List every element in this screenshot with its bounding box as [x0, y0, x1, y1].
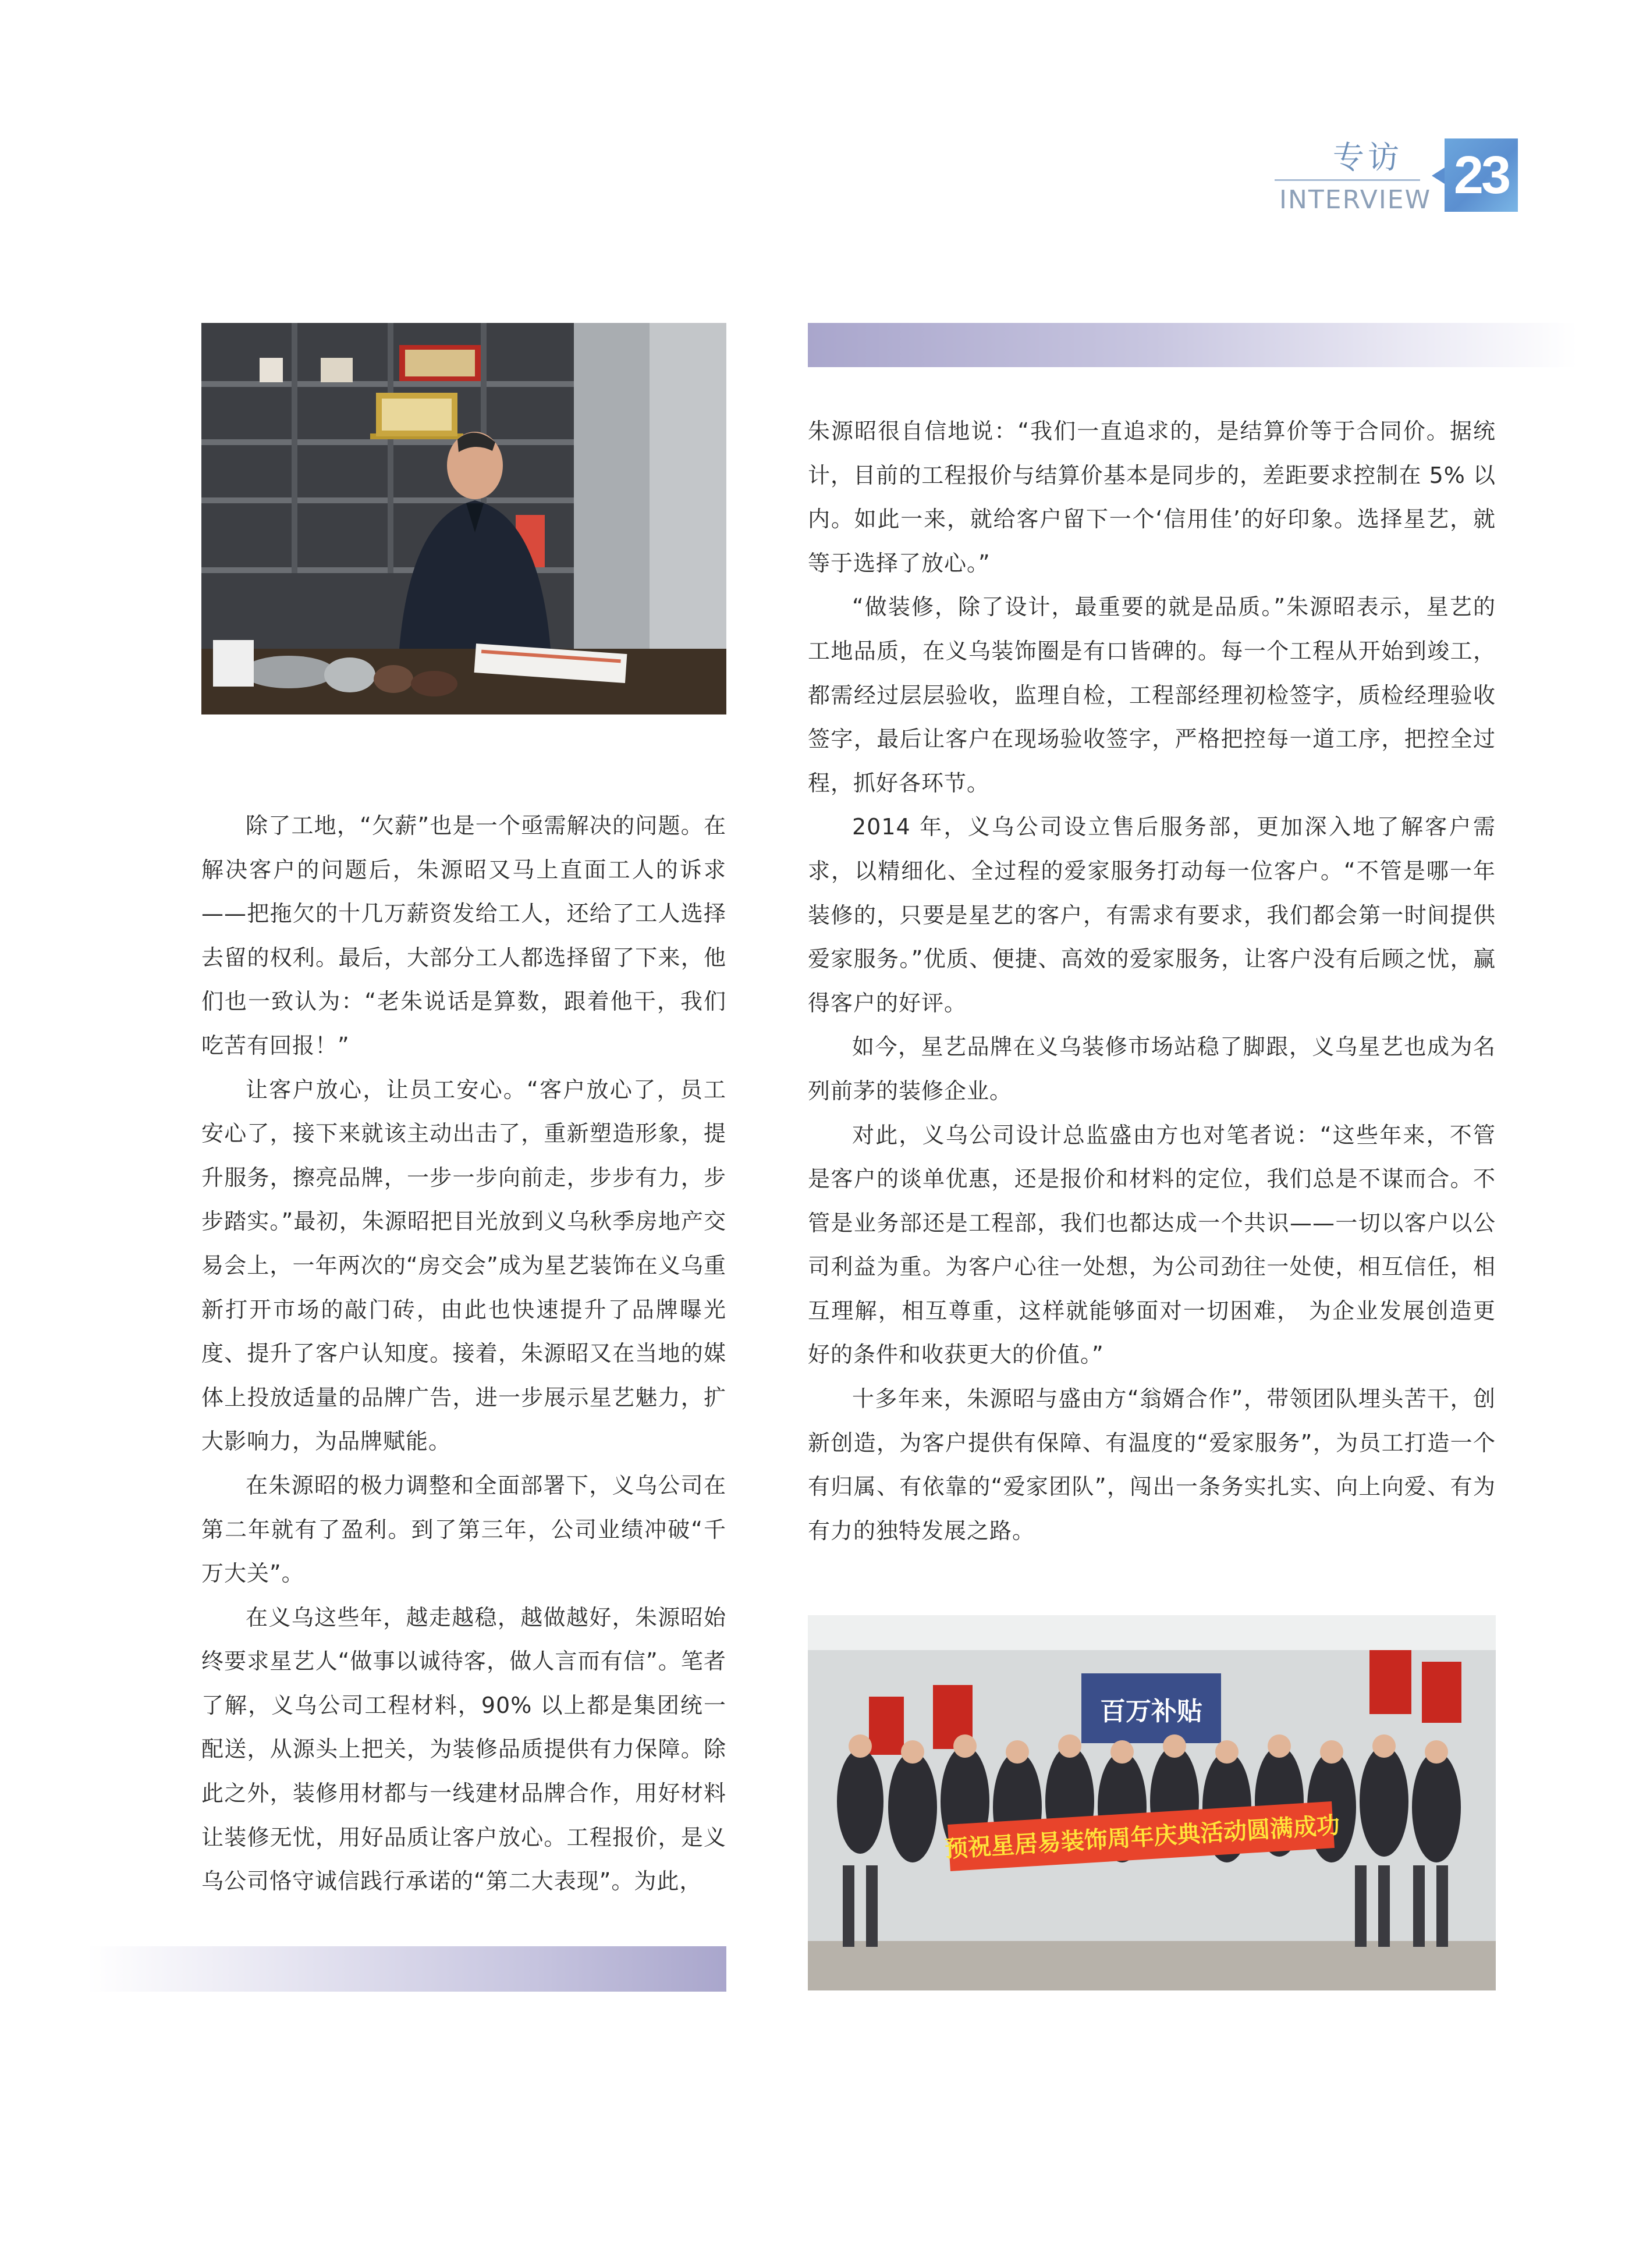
- paragraph: “做装修，除了设计，最重要的就是品质。”朱源昭表示，星艺的工地品质，在义乌装饰圈是有口皆碑的。每一个工程从开始到竣工，都需经过层层验收，监理自检，工程部经理初检签字，质检经理验收签字，最后让客户在现场验收签字，严格把控每一道工序，把控全过程，抓好各环节。: [808, 594, 1496, 796]
- screen-text: 百万补贴: [1100, 1697, 1202, 1726]
- paragraph: 在义乌这些年，越走越稳，越做越好，朱源昭始终要求星艺人“做事以诚待客，做人言而有信”。笔者了解，义乌公司工程材料，90% 以上都是集团统一配送，从源头上把关，为装修品质提供有力保障。除此之外，装修用材都与一线建材品牌合作，用好材料让装修无忧，用好品质让客户放心。工程报价，是义乌公司恪守诚信践行承诺的“第二大表现”。为此，: [201, 1604, 726, 1894]
- bottom-gradient-bar: [87, 1946, 726, 1992]
- section-title-zh: 专访: [1333, 139, 1403, 176]
- header-divider: [1275, 179, 1420, 181]
- page-number-notch: [1432, 168, 1445, 184]
- office-portrait-photo: [201, 323, 726, 714]
- group-celebration-illustration: [808, 1615, 1496, 1990]
- paragraph: 2014 年，义乌公司设立售后服务部，更加深入地了解客户需求，以精细化、全过程的爱家服务打动每一位客户。“不管是哪一年装修的，只要是星艺的客户，有需求有要求，我们都会第一时间提供爱家服务。”优质、便捷、高效的爱家服务，让客户没有后顾之忧，赢得客户的好评。: [808, 814, 1496, 1016]
- office-portrait-illustration: [201, 323, 726, 714]
- banner-text: 预祝星居易装饰周年庆典活动圆满成功: [943, 1812, 1341, 1863]
- paragraph: 除了工地，“欠薪”也是一个亟需解决的问题。在解决客户的问题后，朱源昭又马上直面工人的诉求——把拖欠的十几万薪资发给工人，还给了工人选择去留的权利。最后，大部分工人都选择留了下来，他们也一致认为：“老朱说话是算数，跟着他干，我们吃苦有回报！”: [201, 813, 726, 1058]
- left-article-column: [201, 804, 726, 1904]
- page-number: 23: [1445, 138, 1518, 212]
- group-celebration-photo: [808, 1615, 1496, 1990]
- paragraph: 让客户放心，让员工安心。“客户放心了，员工安心了，接下来就该主动出击了，重新塑造形象，提升服务，擦亮品牌，一步一步向前走，步步有力，步步踏实。”最初，朱源昭把目光放到义乌秋季房地产交易会上，一年两次的“房交会”成为星艺装饰在义乌重新打开市场的敲门砖，由此也快速提升了品牌曝光度、提升了客户认知度。接着，朱源昭又在当地的媒体上投放适量的品牌广告，进一步展示星艺魅力，扩大影响力，为品牌赋能。: [201, 1076, 726, 1455]
- top-gradient-bar: [808, 323, 1577, 367]
- right-article-column: [808, 410, 1496, 1553]
- paragraph: 在朱源昭的极力调整和全面部署下，义乌公司在第二年就有了盈利。到了第三年，公司业绩冲破“千万大关”。: [201, 1472, 726, 1587]
- section-title-en: INTERVIEW: [1279, 185, 1432, 215]
- paragraph: 十多年来，朱源昭与盛由方“翁婿合作”，带领团队埋头苦干，创新创造，为客户提供有保障、有温度的“爱家服务”，为员工打造一个有归属、有依靠的“爱家团队”，闯出一条务实扎实、向上向爱、有为有力的独特发展之路。: [808, 1386, 1496, 1544]
- paragraph: 如今，星艺品牌在义乌装修市场站稳了脚跟，义乌星艺也成为名列前茅的装修企业。: [808, 1034, 1496, 1104]
- paragraph: 对此，义乌公司设计总监盛由方也对笔者说：“这些年来，不管是客户的谈单优惠，还是报价和材料的定位，我们总是不谋而合。不管是业务部还是工程部，我们也都达成一个共识——一切以客户以公司利益为重。为客户心往一处想，为公司劲往一处使，相互信任，相互理解，相互尊重，这样就能够面对一切困难， 为企业发展创造更好的条件和收获更大的价值。”: [808, 1122, 1496, 1368]
- paragraph: 朱源昭很自信地说：“我们一直追求的，是结算价等于合同价。据统计，目前的工程报价与结算价基本是同步的，差距要求控制在 5% 以内。如此一来，就给客户留下一个‘信用佳’的好印象。选择星艺，就等于选择了放心。”: [808, 418, 1496, 576]
